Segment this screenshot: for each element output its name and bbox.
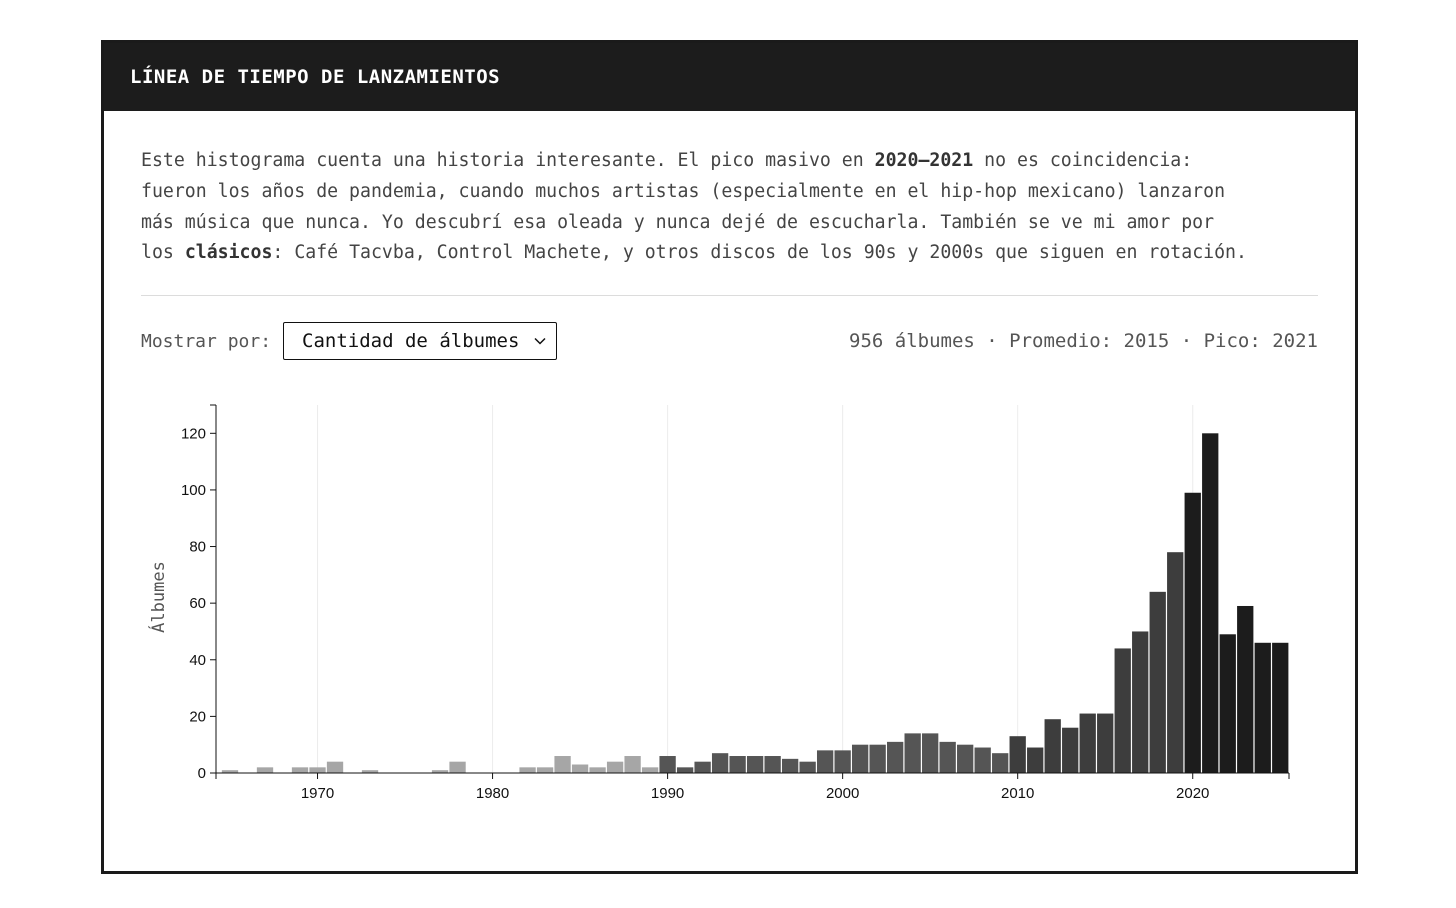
bar-2020 (1185, 493, 1201, 773)
bar-2006 (940, 742, 956, 773)
bar-1967 (257, 767, 273, 773)
bar-2004 (905, 733, 921, 773)
metric-select[interactable] (283, 322, 557, 360)
summary-stats: 956 álbumes · Promedio: 2015 · Pico: 2021 (849, 330, 1318, 352)
bar-2022 (1220, 634, 1236, 773)
bar-1988 (624, 756, 640, 773)
y-tick-label-80: 80 (189, 538, 206, 556)
bar-1970 (309, 767, 325, 773)
bar-2003 (887, 742, 903, 773)
intro-highlight-years: 2020–2021 (874, 150, 974, 171)
bar-2014 (1080, 714, 1096, 773)
bar-1990 (659, 756, 675, 773)
x-tick-label-1980: 1980 (475, 785, 510, 802)
bar-2018 (1150, 592, 1166, 773)
bar-1986 (589, 767, 605, 773)
bar-1985 (572, 765, 588, 773)
y-axis-label: Álbumes (149, 561, 169, 633)
bar-2024 (1255, 643, 1271, 773)
bar-2021 (1202, 433, 1218, 773)
x-tick-label-1970: 1970 (300, 785, 335, 802)
histogram-chart (104, 393, 1355, 868)
bar-2025 (1272, 643, 1288, 773)
bar-1978 (449, 762, 465, 773)
bar-1984 (554, 756, 570, 773)
intro-highlight-classics: clásicos (184, 242, 273, 264)
y-tick-label-0: 0 (197, 765, 206, 782)
bar-2013 (1062, 728, 1078, 773)
bar-2009 (992, 753, 1008, 773)
bar-2019 (1167, 552, 1183, 773)
bar-1995 (747, 756, 763, 773)
y-tick-label-40: 40 (189, 651, 206, 669)
bar-1999 (817, 750, 833, 773)
bar-1971 (327, 762, 343, 773)
x-tick-label-2020: 2020 (1176, 785, 1210, 802)
bar-2000 (834, 750, 850, 773)
chart-controls (141, 321, 1318, 361)
y-tick-label-60: 60 (189, 595, 206, 613)
show-by-label: Mostrar por: (141, 330, 272, 352)
intro-text: Este histograma cuenta una historia interesante. El pico masivo en 2020–2021 no es coincidencia: fueron los años de pandemia, cuando muchos artistas (especialmente en el hip-hop mexicano) lanzaron más música que nunca. Yo descubrí esa oleada y nunca dejé de escucharla. También se ve mi amor por los clásicos: Café Tacvba, Control Machete, y otros discos de los 90s y 2000s que siguen en rotación. (141, 150, 1247, 264)
bar-1982 (519, 767, 535, 773)
divider (141, 295, 1318, 296)
bar-1997 (782, 759, 798, 773)
metric-select-value: Cantidad de álbumes (302, 330, 520, 352)
histogram-svg (104, 393, 1355, 863)
bar-2017 (1132, 631, 1148, 773)
bar-1998 (799, 762, 815, 773)
bar-1987 (607, 762, 623, 773)
bar-2010 (1010, 736, 1026, 773)
x-tick-label-2000: 2000 (825, 785, 860, 802)
bar-1969 (292, 767, 308, 773)
bar-2008 (975, 748, 991, 773)
bar-1991 (677, 767, 693, 773)
bar-1992 (694, 762, 710, 773)
x-tick-label-1990: 1990 (650, 785, 685, 802)
bar-2012 (1045, 719, 1061, 773)
bar-1989 (642, 767, 658, 773)
y-tick-label-120: 120 (180, 425, 206, 443)
bar-2001 (852, 745, 868, 773)
bar-2005 (922, 733, 938, 773)
bar-2015 (1097, 714, 1113, 773)
y-tick-label-100: 100 (180, 481, 206, 499)
bar-2007 (957, 745, 973, 773)
bar-1993 (712, 753, 728, 773)
release-timeline-card (101, 40, 1358, 874)
bar-2023 (1237, 606, 1253, 773)
chevron-down-icon (534, 335, 546, 347)
bar-1996 (764, 756, 780, 773)
bar-2016 (1115, 648, 1131, 773)
bar-1983 (537, 767, 553, 773)
bar-2011 (1027, 748, 1043, 773)
bar-1994 (729, 756, 745, 773)
x-tick-label-2010: 2010 (1000, 785, 1035, 802)
y-tick-label-20: 20 (189, 708, 206, 726)
bar-2002 (870, 745, 886, 773)
card-title: LÍNEA DE TIEMPO DE LANZAMIENTOS (104, 43, 1355, 111)
